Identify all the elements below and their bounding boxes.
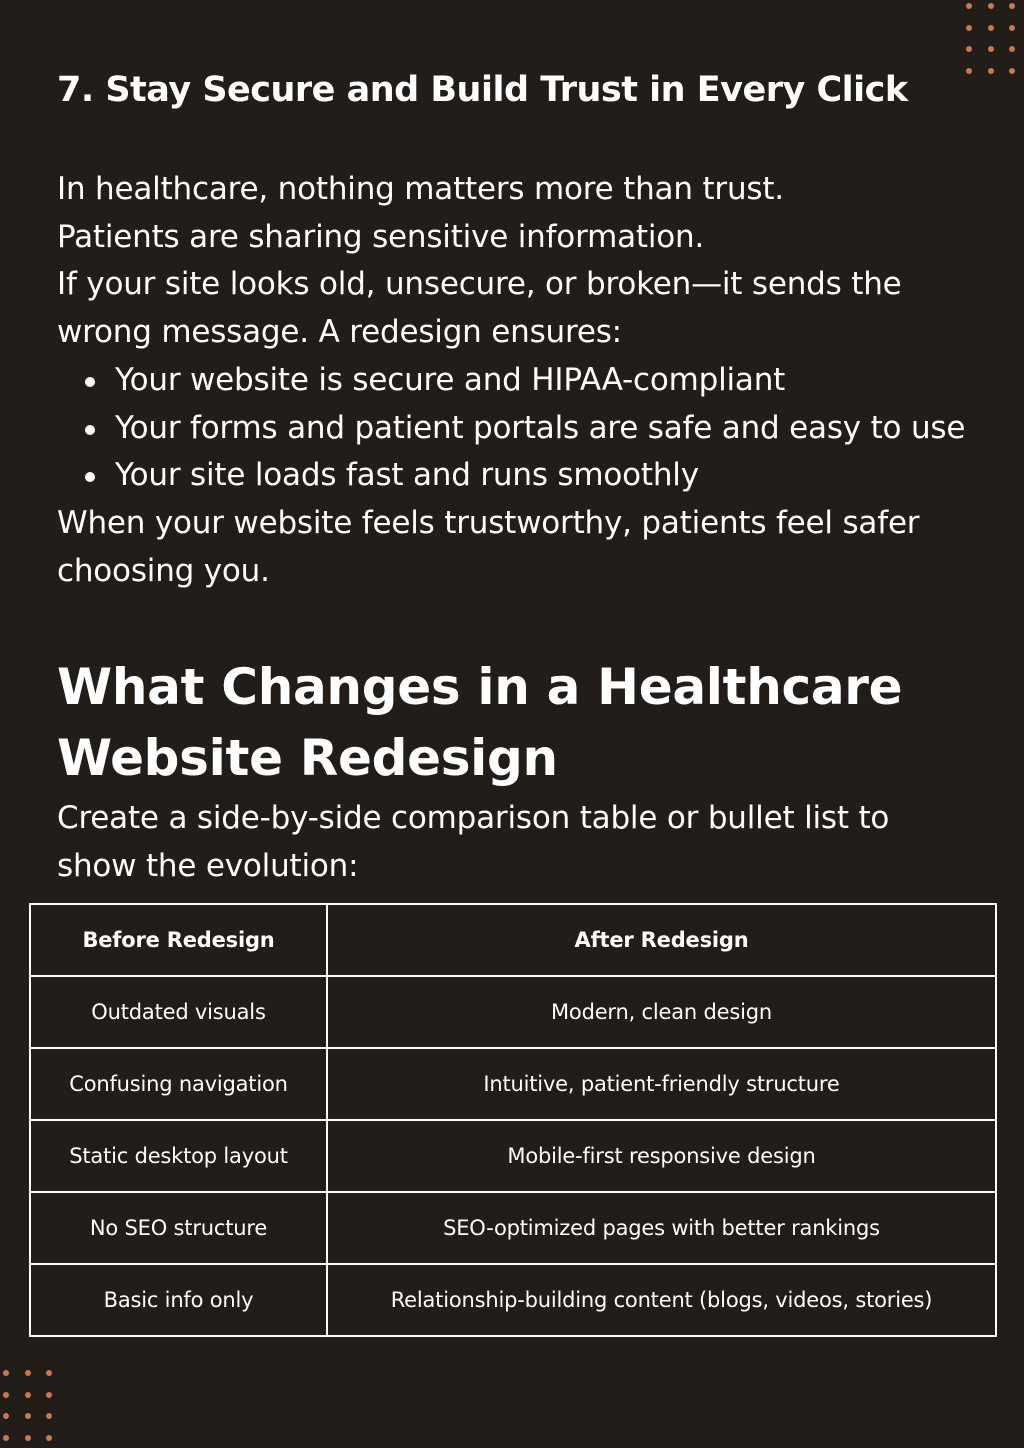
table-cell-before: Static desktop layout: [30, 1120, 327, 1192]
section-title: 7. Stay Secure and Build Trust in Every Click: [57, 70, 908, 110]
table-row: [30, 1120, 996, 1192]
paragraph: If your site looks old, unsecure, or broken—it sends the wrong message. A redesign ensures:: [57, 266, 902, 351]
table-cell-after: Intuitive, patient-friendly structure: [327, 1048, 996, 1120]
table-row: [30, 1264, 996, 1336]
list-item: Your forms and patient portals are safe and easy to use: [115, 405, 977, 453]
table-cell-after: Modern, clean design: [327, 976, 996, 1048]
table-row: [30, 976, 996, 1048]
closing-paragraph: When your website feels trustworthy, patients feel safer choosing you.: [57, 504, 920, 589]
table-cell-after: Relationship-building content (blogs, videos, stories): [327, 1264, 996, 1336]
table-row: [30, 1048, 996, 1120]
table-cell-before: Confusing navigation: [30, 1048, 327, 1120]
paragraph: Patients are sharing sensitive information.: [57, 218, 705, 255]
table-cell-before: Basic info only: [30, 1264, 327, 1336]
column-header-after: After Redesign: [327, 904, 996, 976]
table-cell-after: Mobile-first responsive design: [327, 1120, 996, 1192]
list-item: Your site loads fast and runs smoothly: [115, 452, 977, 500]
table-row: [30, 1192, 996, 1264]
comparison-table: [29, 903, 997, 1337]
benefits-list: [57, 357, 977, 500]
table-cell-after: SEO-optimized pages with better rankings: [327, 1192, 996, 1264]
decorative-dot-grid-bottom: [3, 1370, 52, 1441]
comparison-intro: Create a side-by-side comparison table or bullet list to show the evolution:: [57, 800, 890, 884]
paragraph: In healthcare, nothing matters more than trust.: [57, 171, 784, 207]
section-body: [57, 166, 977, 595]
column-header-before: Before Redesign: [30, 904, 327, 976]
comparison-heading: What Changes in a Healthcare Website Redesign: [57, 658, 903, 787]
list-item: Your website is secure and HIPAA-compliant: [115, 357, 977, 405]
decorative-dot-grid-top: [966, 3, 1024, 74]
table-cell-before: Outdated visuals: [30, 976, 327, 1048]
table-cell-before: No SEO structure: [30, 1192, 327, 1264]
table-header-row: [30, 904, 996, 976]
